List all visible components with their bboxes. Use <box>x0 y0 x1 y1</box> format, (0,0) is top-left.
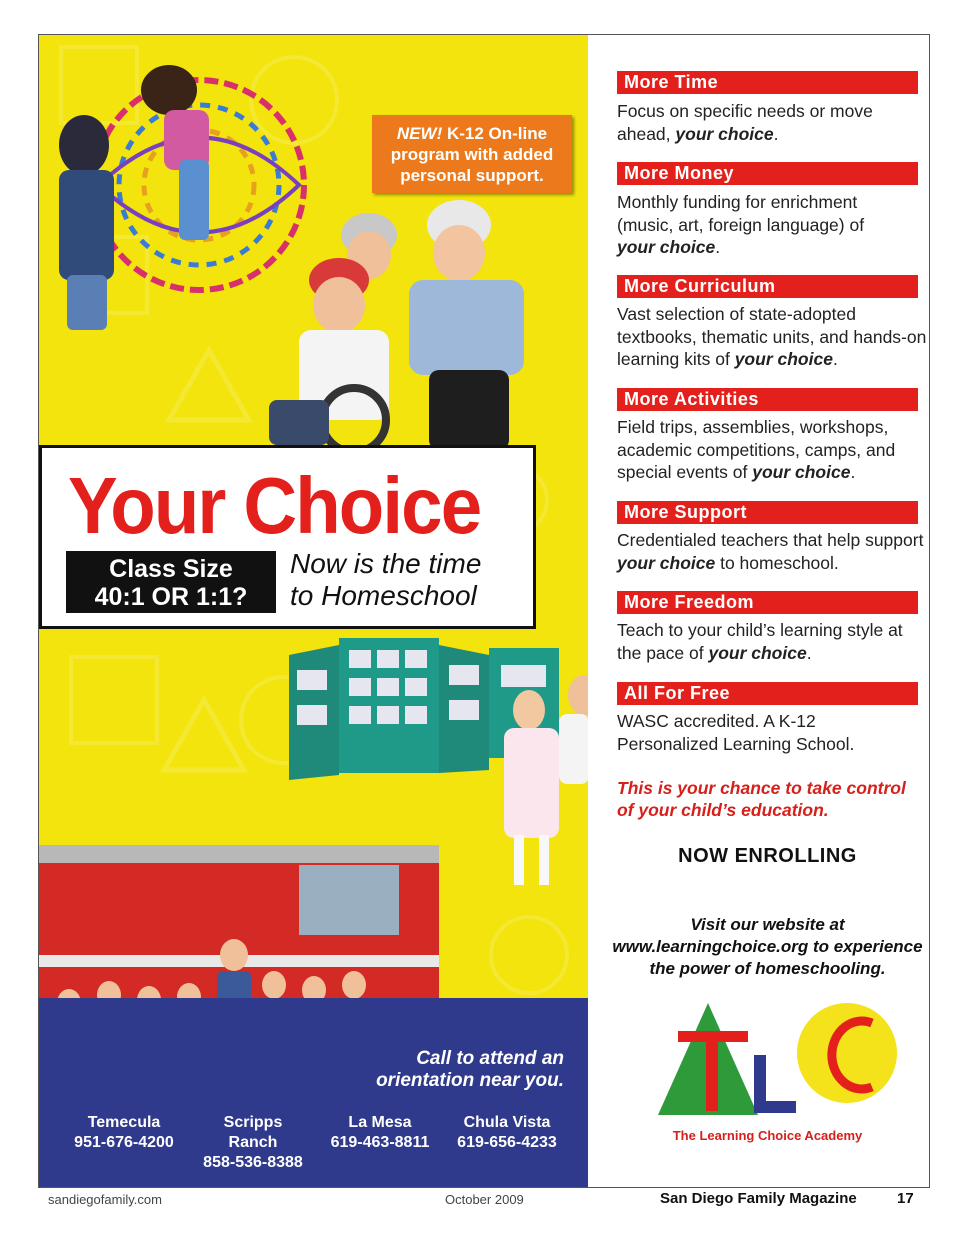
section-body-all-for-free <box>617 710 887 755</box>
location-temecula <box>69 1113 179 1153</box>
section-text: . <box>832 349 838 369</box>
section-body-more-money <box>617 191 902 259</box>
section-body-more-support <box>617 529 927 574</box>
visit-line: Visit our website at <box>690 915 845 934</box>
class-size-line: 40:1 OR 1:1? <box>94 583 248 611</box>
location-name: Scripps Ranch <box>223 1114 283 1151</box>
section-emphasis: your choice <box>617 237 716 257</box>
section-heading-more-freedom: More Freedom <box>617 591 918 614</box>
class-size-line: Class Size <box>109 555 233 583</box>
class-size-box <box>66 551 276 613</box>
website-link[interactable]: www.learningchoice.org to experience <box>612 937 923 956</box>
location-chula-vista <box>451 1113 563 1153</box>
banner-text: K-12 On-line <box>442 123 548 143</box>
now-enrolling-heading: NOW ENROLLING <box>678 845 857 867</box>
logo-letter-t <box>706 1031 718 1111</box>
location-la-mesa <box>324 1113 436 1153</box>
promo-line: of your child’s education. <box>617 800 829 820</box>
section-text: Credentialed teachers that help support <box>617 530 924 550</box>
section-heading-more-time: More Time <box>617 71 918 94</box>
section-text: WASC accredited. A K-12 Personalized Learning School. <box>617 711 855 754</box>
footer-magazine: San Diego Family Magazine <box>660 1190 857 1207</box>
your-choice-headline-box <box>39 445 536 629</box>
bg-square-shape <box>69 655 159 745</box>
section-text: . <box>806 642 812 663</box>
location-name: Chula Vista <box>463 1114 551 1131</box>
footer-site[interactable]: sandiegofamily.com <box>48 1192 162 1207</box>
section-body-more-freedom <box>617 619 927 664</box>
website-callout <box>605 914 930 980</box>
section-body-more-activities <box>617 416 927 484</box>
bg-triangle-shape <box>159 695 249 775</box>
tlc-logo <box>650 995 900 1125</box>
banner-text: personal support. <box>400 165 544 185</box>
section-heading-all-for-free: All For Free <box>617 682 918 705</box>
bg-circle-shape <box>489 915 569 995</box>
section-text: . <box>715 237 721 257</box>
section-text: Monthly funding for enrichment (music, art, foreign language) of <box>617 192 865 235</box>
visit-line: the power of homeschooling. <box>649 959 886 978</box>
call-line: Call to attend an <box>416 1048 564 1069</box>
boys-with-helmets-photo <box>259 195 559 450</box>
section-emphasis: your choice <box>708 642 807 663</box>
homeschool-tagline <box>290 548 481 612</box>
call-line: orientation near you. <box>376 1070 564 1091</box>
new-label: NEW! <box>396 123 443 143</box>
section-emphasis: your choice <box>734 349 833 369</box>
location-phone[interactable]: 858-536-8388 <box>203 1154 303 1171</box>
location-phone[interactable]: 951-676-4200 <box>74 1134 174 1151</box>
section-body-more-time <box>617 100 927 145</box>
take-control-promo <box>617 777 927 821</box>
section-heading-more-activities: More Activities <box>617 388 918 411</box>
section-text: . <box>850 462 856 482</box>
footer-date: October 2009 <box>445 1192 524 1207</box>
banner-text: program with added <box>390 144 554 164</box>
section-heading-more-curriculum: More Curriculum <box>617 275 918 298</box>
logo-letter-l <box>754 1101 796 1113</box>
section-text: Focus on specific needs or move ahead, <box>617 101 873 144</box>
logo-caption: The Learning Choice Academy <box>672 1128 863 1143</box>
section-text: Teach to your child’s learning style at the pace of <box>617 620 903 663</box>
orientation-contact-panel <box>39 998 588 1187</box>
section-emphasis: your choice <box>675 123 774 144</box>
bg-triangle-shape <box>164 345 254 425</box>
location-phone[interactable]: 619-463-8811 <box>330 1134 430 1151</box>
promo-line: This is your chance to take control <box>617 778 906 798</box>
section-text: Vast selection of state-adopted textbooks, thematic units, and hands-on learning kits of <box>617 304 927 369</box>
page-number: 17 <box>897 1190 914 1207</box>
section-heading-more-support: More Support <box>617 501 918 524</box>
tagline-line: to Homeschool <box>290 580 477 611</box>
location-name: Temecula <box>87 1114 161 1131</box>
section-text: Field trips, assemblies, workshops, academic competitions, camps, and special events of <box>617 417 896 482</box>
headline-title: Your Choice <box>68 461 481 550</box>
tagline-line: Now is the time <box>290 548 482 579</box>
online-program-banner <box>372 115 572 193</box>
section-emphasis: your choice <box>752 462 851 482</box>
location-name: La Mesa <box>348 1114 412 1131</box>
section-text: . <box>773 123 779 144</box>
section-text: to homeschool. <box>715 552 839 573</box>
location-phone[interactable]: 619-656-4233 <box>457 1134 557 1151</box>
section-heading-more-money: More Money <box>617 162 918 185</box>
location-scripps-ranch <box>197 1113 309 1173</box>
section-body-more-curriculum <box>617 303 927 371</box>
call-to-attend-text <box>376 1048 564 1092</box>
section-emphasis: your choice <box>617 552 716 573</box>
